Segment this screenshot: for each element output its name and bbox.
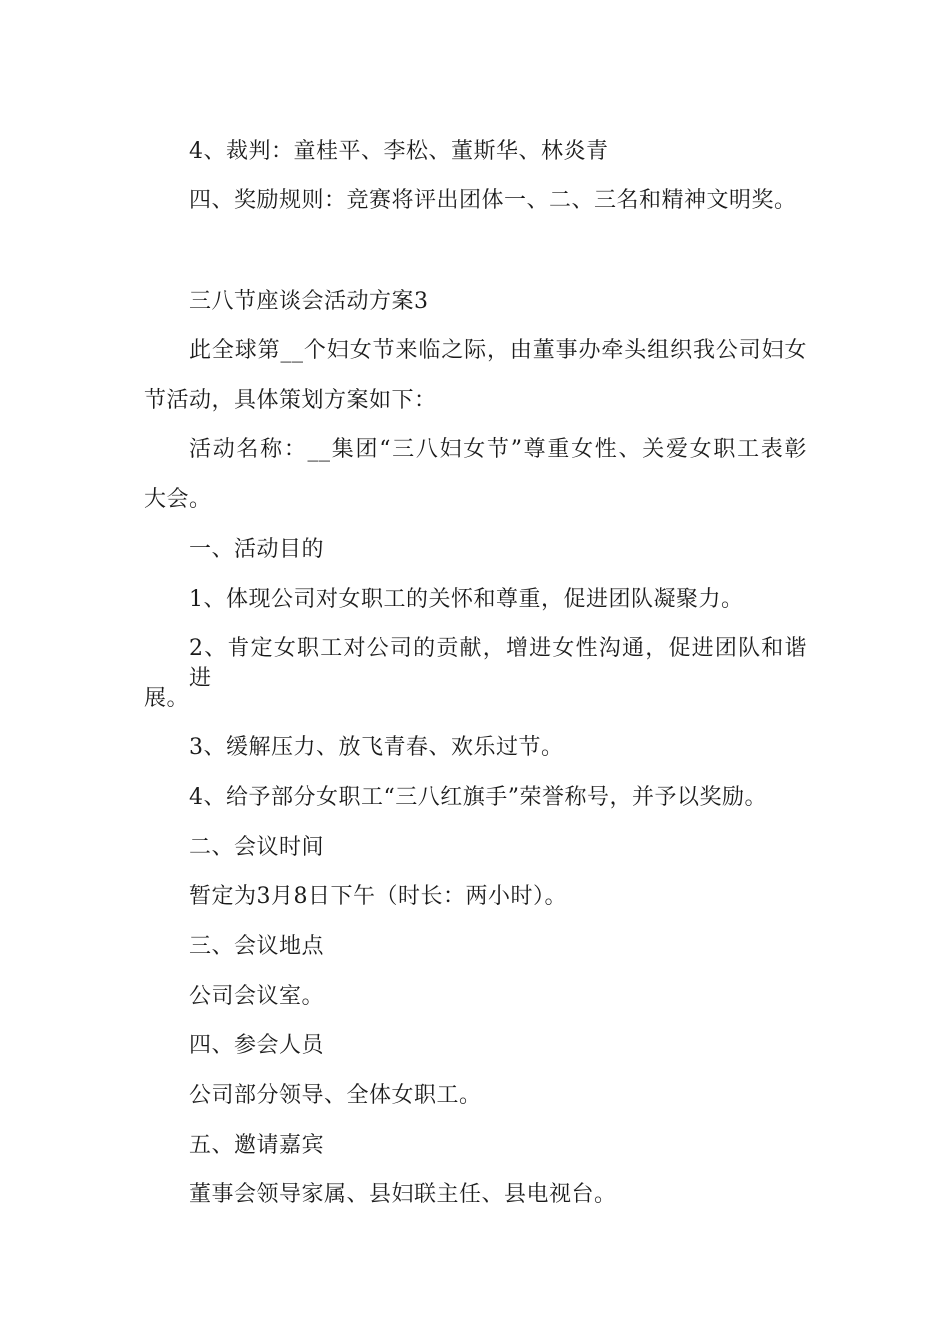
- purpose-item-3: 3、缓解压力、放飞青春、欢乐过节。: [189, 735, 564, 760]
- purpose-heading: 一、活动目的: [189, 537, 325, 562]
- purpose-item-1: 1、体现公司对女职工的关怀和尊重，促进团队凝聚力。: [189, 587, 744, 612]
- meeting-place-text: 公司会议室。: [189, 984, 325, 1009]
- meeting-place-heading: 三、会议地点: [189, 934, 325, 959]
- attendees-text: 公司部分领导、全体女职工。: [189, 1083, 482, 1108]
- activity-name-line-2: 大会。: [144, 487, 212, 512]
- section-heading: 三八节座谈会活动方案3: [189, 289, 429, 314]
- meeting-time-heading: 二、会议时间: [189, 835, 325, 860]
- meeting-time-text: 暂定为3月8日下午（时长：两小时）。: [189, 884, 567, 909]
- attendees-heading: 四、参会人员: [189, 1033, 325, 1058]
- intro-paragraph-line-1: 此全球第__个妇女节来临之际，由董事办牵头组织我公司妇女: [189, 338, 807, 363]
- guests-text: 董事会领导家属、县妇联主任、县电视台。: [189, 1182, 617, 1207]
- intro-paragraph-line-2: 节活动，具体策划方案如下：: [144, 388, 437, 413]
- guests-heading: 五、邀请嘉宾: [189, 1133, 325, 1158]
- award-rules-line: 四、奖励规则：竞赛将评出团体一、二、三名和精神文明奖。: [189, 188, 797, 213]
- purpose-item-2-line-2: 展。: [144, 686, 190, 711]
- purpose-item-2-line-1: 2、肯定女职工对公司的贡献，增进女性沟通，促进团队和谐进: [189, 636, 807, 691]
- purpose-item-4: 4、给予部分女职工“三八红旗手”荣誉称号，并予以奖励。: [189, 785, 767, 810]
- activity-name-line-1: 活动名称：__集团“三八妇女节”尊重女性、关爱女职工表彰: [189, 437, 807, 462]
- referee-line: 4、裁判：童桂平、李松、董斯华、林炎青: [189, 139, 609, 164]
